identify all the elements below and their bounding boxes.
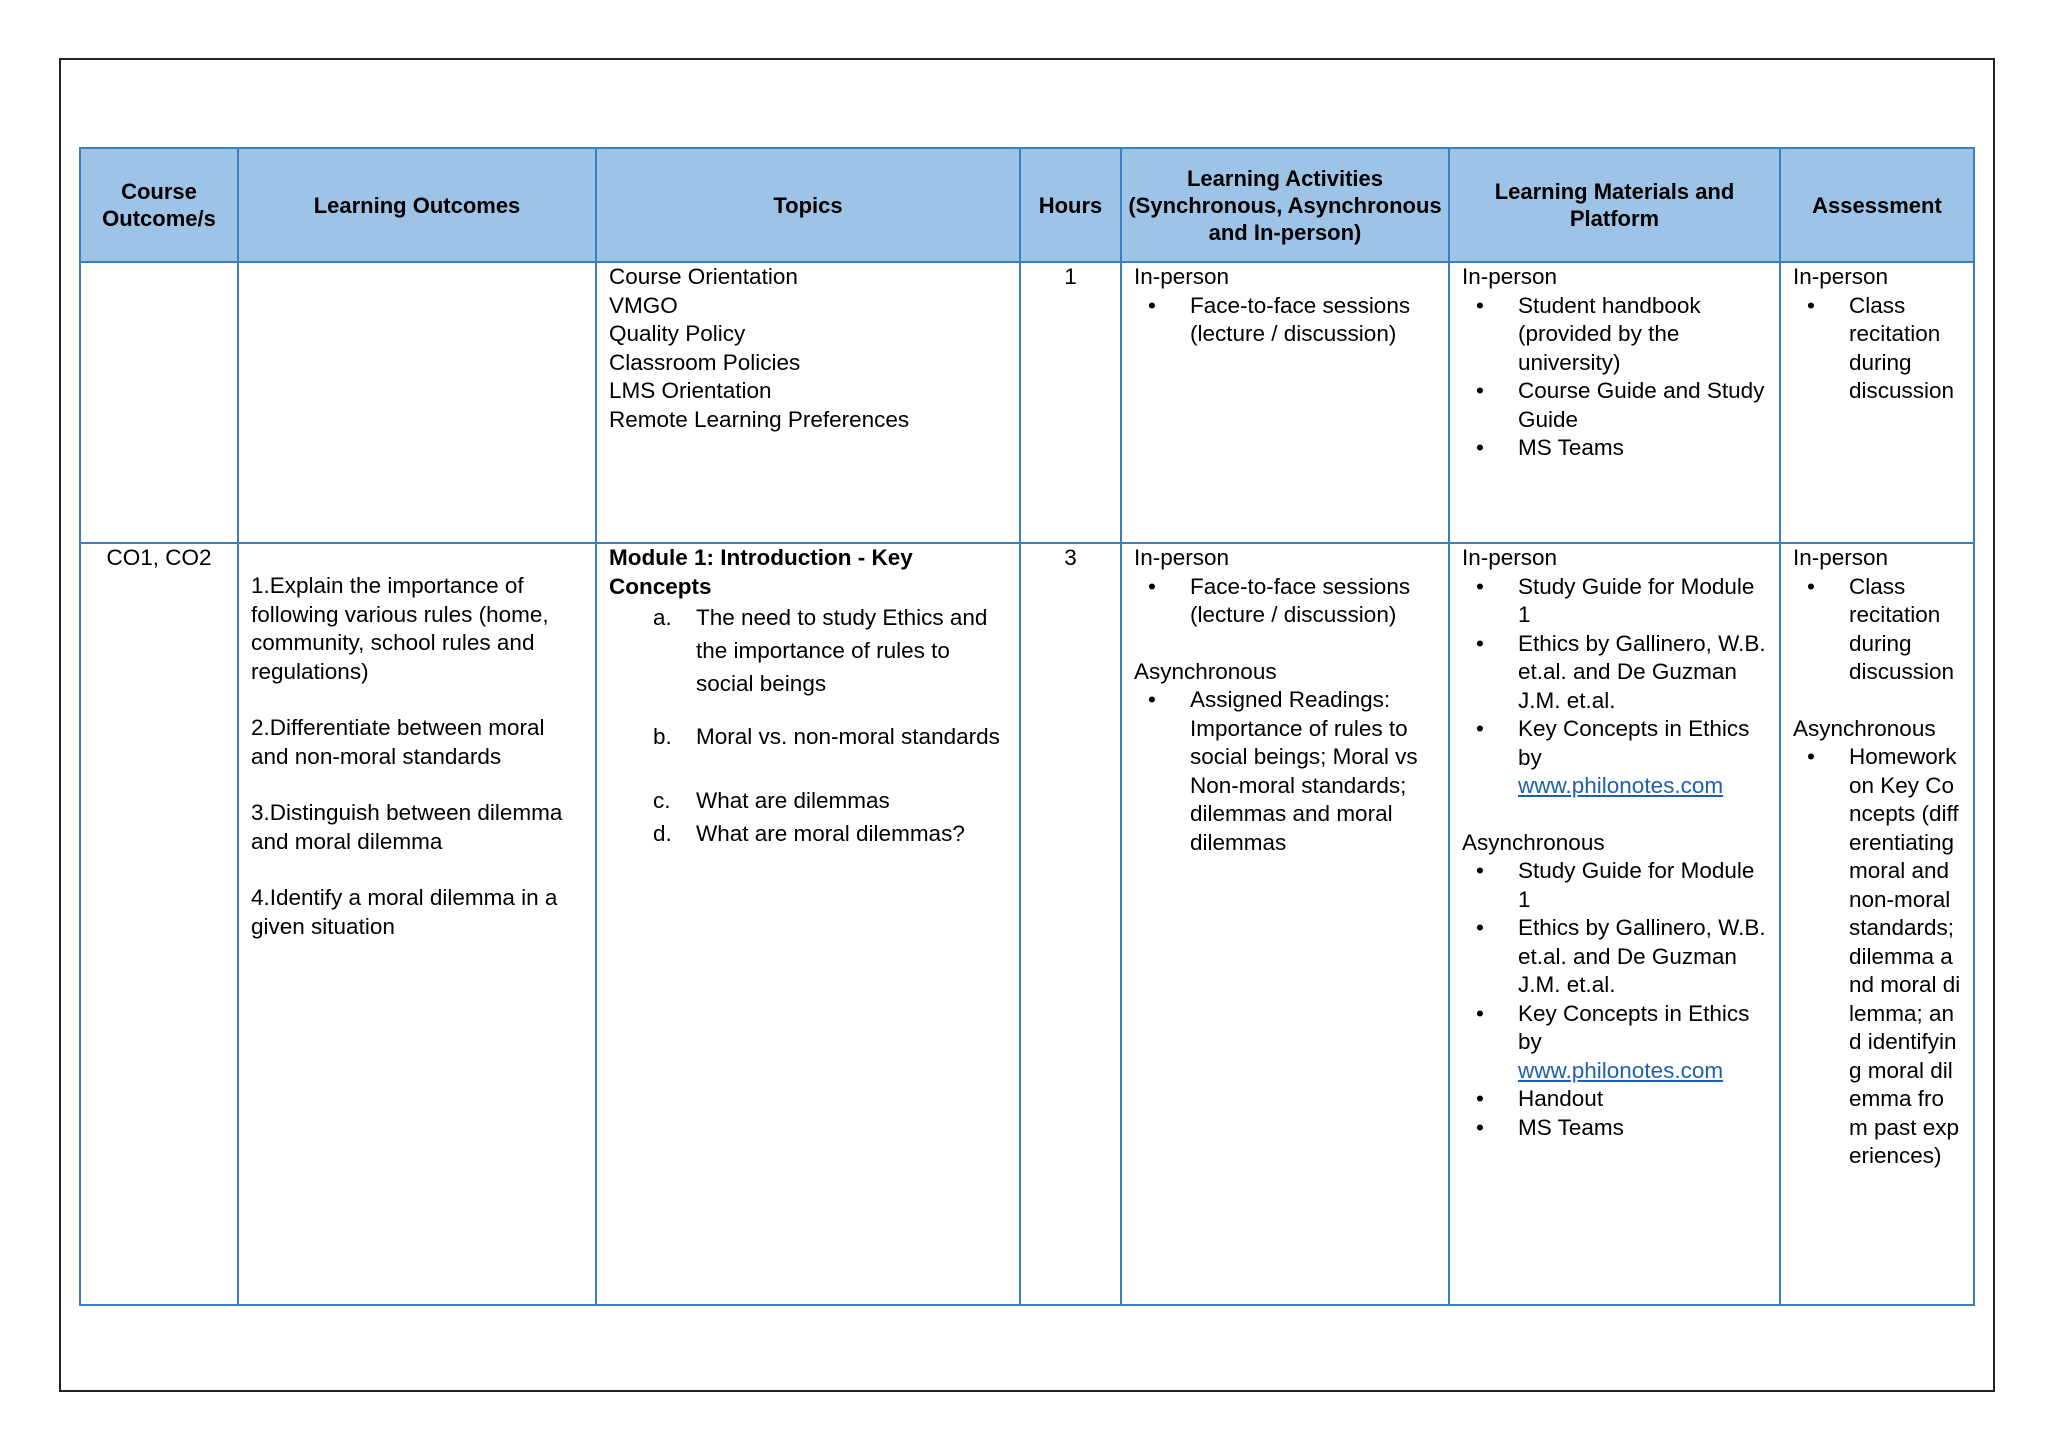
assessment-heading: Asynchronous <box>1793 715 1936 741</box>
bullet-icon: • <box>1148 687 1156 712</box>
philonotes-link[interactable]: www.philonotes.com <box>1518 773 1724 798</box>
course-outcome-cell: CO1, CO2 <box>80 543 238 1305</box>
materials-cell <box>1449 262 1780 543</box>
assessment-heading: In-person <box>1793 545 1889 570</box>
bullet-icon: • <box>1476 1114 1484 1140</box>
bullet-icon: • <box>1476 630 1484 656</box>
assessment-cell <box>1780 262 1974 543</box>
list-item: • Face-to-face sessions (lecture / discussion) <box>1148 292 1411 346</box>
list-item: • Class recitation during discussion <box>1807 292 1955 403</box>
activities-heading: In-person <box>1134 264 1230 289</box>
list-item: • Key Concepts in Ethics by www.philonotes.com <box>1476 716 1750 798</box>
materials-heading: Asynchronous <box>1462 829 1605 855</box>
bullet-icon: • <box>1476 1000 1484 1026</box>
header-learning-outcomes: Learning Outcomes <box>238 148 596 262</box>
bullet-icon: • <box>1476 378 1484 403</box>
bullet-icon: • <box>1476 292 1484 318</box>
learning-outcome-item: 2.Differentiate between moral and non-moral standards <box>251 715 545 769</box>
list-item: b. Moral vs. non-moral standards <box>653 724 1000 749</box>
list-item: d. What are moral dilemmas? <box>653 821 965 846</box>
header-course-outcomes: Course Outcome/s <box>80 148 238 262</box>
topics-cell <box>596 543 1020 1305</box>
materials-heading: In-person <box>1462 264 1558 289</box>
list-item: • Study Guide for Module 1 <box>1476 573 1755 627</box>
hours-cell: 1 <box>1020 262 1121 543</box>
list-item: • Face-to-face sessions (lecture / discussion) <box>1148 573 1411 627</box>
hours-cell: 3 <box>1020 543 1121 1305</box>
activities-heading: In-person <box>1134 545 1230 570</box>
assessment-cell <box>1780 543 1974 1305</box>
learning-outcome-item: 3.Distinguish between dilemma and moral dilemma <box>251 800 563 854</box>
topic-item: Remote Learning Preferences <box>609 406 910 432</box>
topic-item: Course Orientation <box>609 264 798 289</box>
topic-item: Classroom Policies <box>609 349 801 375</box>
topic-item: Quality Policy <box>609 321 746 346</box>
bullet-icon: • <box>1807 292 1815 318</box>
list-item: • Class recitation during discussion <box>1807 573 1955 684</box>
list-item: c. What are dilemmas <box>653 788 890 813</box>
list-item: • MS Teams <box>1462 1114 1767 1143</box>
header-assessment: Assessment <box>1780 148 1974 262</box>
bullet-icon: • <box>1476 858 1484 883</box>
materials-heading: In-person <box>1462 545 1558 570</box>
list-item: • Handout <box>1462 1085 1767 1114</box>
topic-item: VMGO <box>609 292 678 318</box>
learning-outcome-item: 4.Identify a moral dilemma in a given situation <box>251 885 558 939</box>
course-guide-table <box>79 147 1975 1306</box>
list-item: • Ethics by Gallinero, W.B. et.al. and De Guzman J.M. et.al. <box>1476 630 1766 713</box>
list-item: • Homework on Key Concepts (differentiating moral and non-moral standards; dilemma and moral dilemma; and identifying moral dilemma from past experiences) <box>1807 744 1961 1168</box>
bullet-icon: • <box>1148 573 1156 599</box>
list-item: • Ethics by Gallinero, W.B. et.al. and De Guzman J.M. et.al. <box>1476 915 1766 997</box>
bullet-icon: • <box>1476 573 1484 599</box>
module-title: Module 1: Introduction - Key Concepts <box>609 545 913 599</box>
header-learning-materials: Learning Materials and Platform <box>1449 148 1780 262</box>
bullet-icon: • <box>1148 292 1156 318</box>
table-row <box>80 543 1974 1305</box>
activities-cell <box>1121 543 1449 1305</box>
header-topics: Topics <box>596 148 1020 262</box>
list-item: • Key Concepts in Ethics by www.philonotes.com <box>1476 1000 1750 1083</box>
philonotes-link[interactable]: www.philonotes.com <box>1518 1057 1724 1083</box>
list-item: • Study Guide for Module 1 <box>1476 858 1755 912</box>
learning-outcomes-cell <box>238 543 596 1305</box>
activities-heading: Asynchronous <box>1134 658 1277 684</box>
bullet-icon: • <box>1476 435 1484 460</box>
course-outcome-cell <box>80 262 238 543</box>
bullet-icon: • <box>1807 744 1815 769</box>
learning-outcomes-cell <box>238 262 596 543</box>
list-item: a. The need to study Ethics and the importance of rules to social beings <box>653 605 988 696</box>
header-hours: Hours <box>1020 148 1121 262</box>
list-item: • Assigned Readings: Importance of rules to social beings; Moral vs Non-moral standards; dilemmas and moral dilemmas <box>1148 687 1418 855</box>
assessment-heading: In-person <box>1793 264 1889 289</box>
materials-cell <box>1449 543 1780 1305</box>
topic-item: LMS Orientation <box>609 378 772 403</box>
list-item: • Student handbook (provided by the university) <box>1476 292 1701 375</box>
bullet-icon: • <box>1807 573 1815 599</box>
bullet-icon: • <box>1476 716 1484 741</box>
learning-outcome-item: 1.Explain the importance of following various rules (home, community, school rules and regulations) <box>251 573 549 684</box>
topics-cell <box>596 262 1020 543</box>
header-learning-activities: Learning Activities (Synchronous, Asynchronous and In-person) <box>1121 148 1449 262</box>
table-row <box>80 262 1974 543</box>
header-row <box>80 148 1974 262</box>
activities-cell <box>1121 262 1449 543</box>
bullet-icon: • <box>1476 1086 1484 1111</box>
bullet-icon: • <box>1476 915 1484 940</box>
list-item: • Course Guide and Study Guide <box>1476 378 1765 432</box>
list-item: • MS Teams <box>1462 434 1767 463</box>
